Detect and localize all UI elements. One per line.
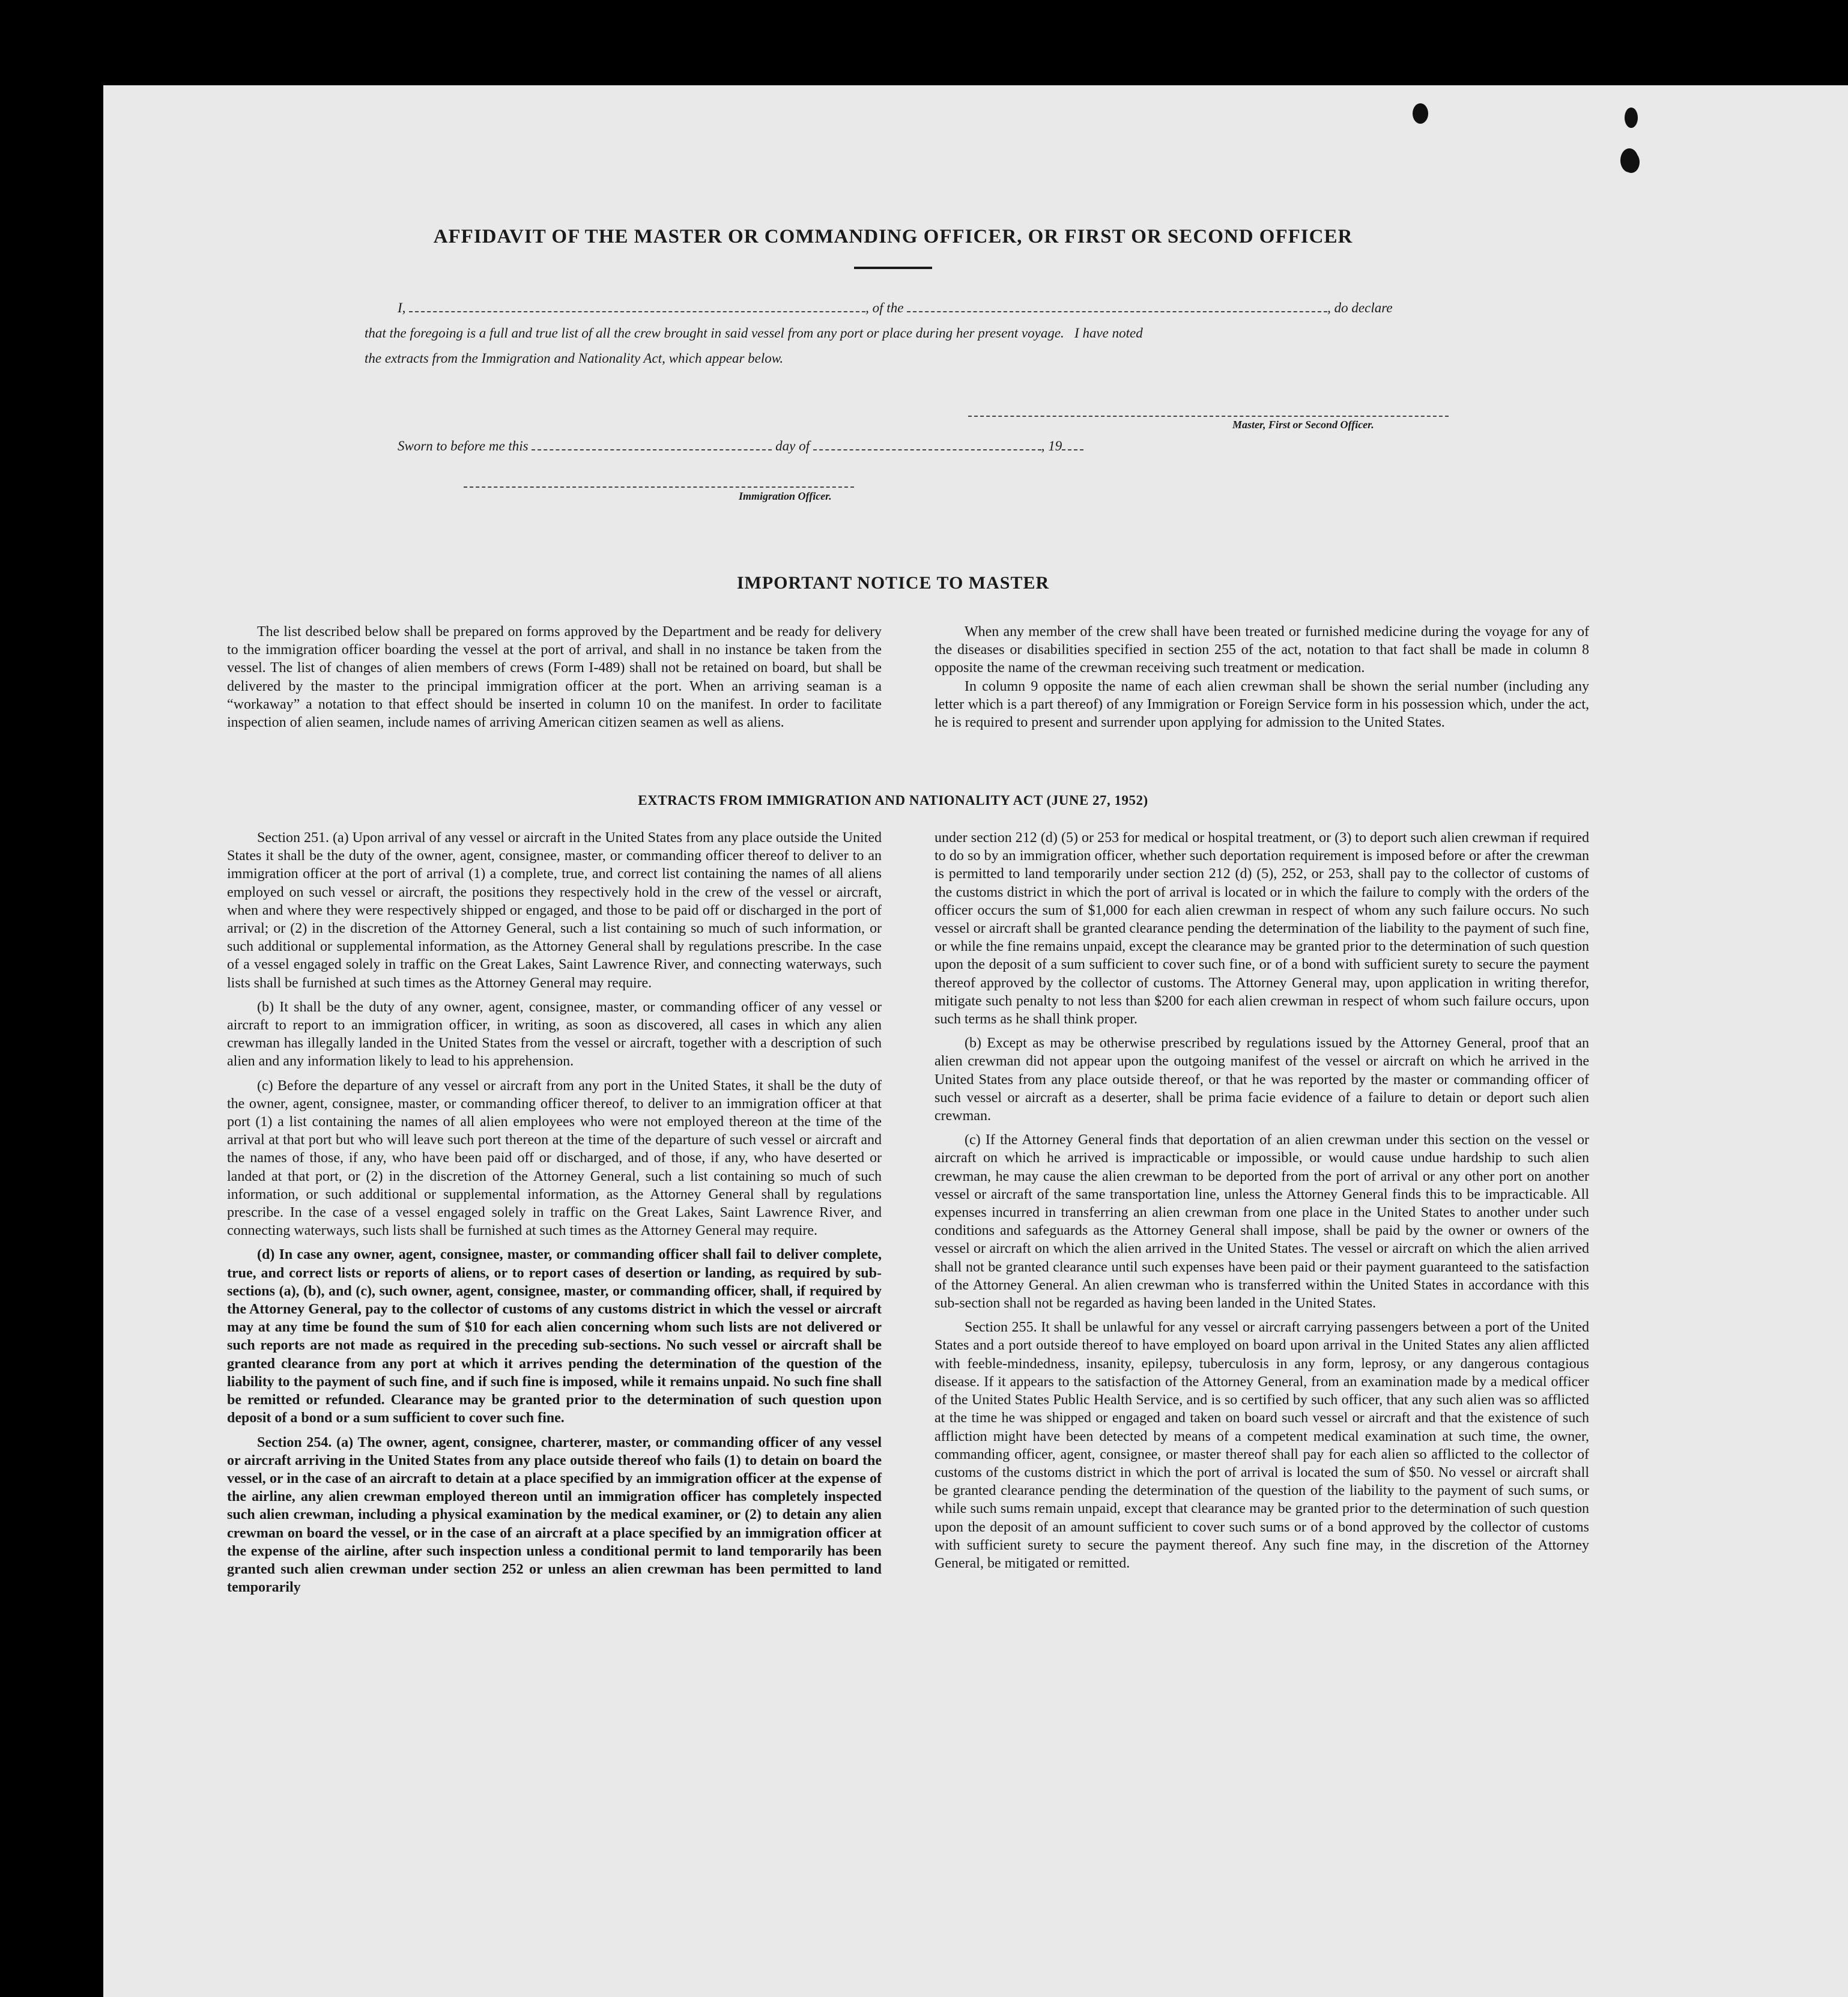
master-signature-caption: Master, First or Second Officer. (1232, 419, 1374, 431)
ink-spot (1620, 148, 1638, 172)
form-page (103, 85, 1848, 1997)
section-255: Section 255. It shall be unlawful for any vessel or aircraft carrying passengers between a port of the United States and a port outside thereof to have employed on board upon arrival in the United States any alien afflicted with feeble-mindedness, insanity, epilepsy, tuberculosis in any form, leprosy, or any dangerous contagious disease. If it appears to the satisfaction of the Attorney General, from an examination made by a medical officer of the United States Public Health Service, and is so certified by such officer, that any such alien was so afflicted at the time he was shipped or engaged and taken on board such vessel or aircraft and that the existence of such affliction might have been detected by means of a competent medical examination at such time, the owner, commanding officer, agent, consignee, or master thereof shall pay for each alien so afflicted to the collector of customs of the customs district in which the port of arrival is located the sum of $50. No vessel or aircraft shall be granted clearance pending the determination of the question of the liability to the payment of such sums, or while such sums remain unpaid, except that clearance may be granted prior to the determination of such question upon the deposit of an amount sufficient to cover such sums or of a bond approved by the collector of customs with sufficient surety to secure the payment thereof. Any such fine may, in the discretion of the Attorney General, be mitigated or remitted. (935, 1320, 1589, 1571)
decl-of-the: , of the (865, 300, 904, 315)
sworn-line (398, 438, 1083, 454)
month-field[interactable] (813, 448, 1041, 450)
section-254b: (b) Except as may be otherwise prescribed by regulations issued by the Attorney General, proof that an alien crewman did not appear upon the outgoing manifest of the vessel or aircraft on which he arrived in the United States from any place outside thereof, or that he was reported by the master or commanding officer of such vessel or aircraft as a deserter, shall be prima facie evidence of a failure to detain or deport such alien crewman. (935, 1035, 1589, 1124)
name-field[interactable] (409, 310, 865, 312)
notice-right-column (935, 623, 1589, 738)
declaration-line-3: the extracts from the Immigration and Nationality Act, which appear below. (365, 351, 784, 366)
extracts-heading: EXTRACTS FROM IMMIGRATION AND NATIONALITY ACT (JUNE 27, 1952) (638, 793, 1148, 808)
extracts-right-column (935, 829, 1589, 1578)
section-254a-cont: under section 212 (d) (5) or 253 for medical or hospital treatment, or (3) to deport such alien crewman if required to do so by an immigration officer, whether such deportation requirement is imposed before or after the crewman is permitted to land temporarily under section 212 (d) (5), 252, or 253, shall pay to the collector of customs of the customs district in which the port of arrival is located or in which the failure to comply with the orders of the officer occurs the sum of $1,000 for each alien crewman in respect of whom any such failure occurs. No such vessel or aircraft shall be granted clearance pending the determination of the liability to the payment of such fine, or while the fine remains unpaid, except the clearance may be granted prior to the determination of such question upon the deposit of a sum sufficient to cover such fine, or of a bond with sufficient surety to secure the payment thereof approved by the collector of customs. The Attorney General may, upon application in writing therefor, mitigate such penalty to not less than $200 for each alien crewman in respect of whom such failure occurs, upon such terms as he shall think proper. (935, 830, 1589, 1028)
sworn-date-field[interactable] (532, 448, 772, 450)
decl-do-declare: , do declare (1327, 300, 1393, 315)
section-254c: (c) If the Attorney General finds that deportation of an alien crewman under this section on the vessel or aircraft on which he arrived is impracticable or impossible, or would cause undue hardship to such alien crewman, he may cause the alien crewman to be deported from the port of arrival or any other port on another vessel or aircraft of the same transportation line, unless the Attorney General finds this to be impracticable. All expenses incurred in transferring an alien crewman from one place in the United States to another under such conditions and safeguards as the Attorney General shall impose, shall be paid by the owner or owners of the vessel or aircraft on which the alien arrived in the United States. The vessel or aircraft on which the alien arrived shall not be granted clearance until such expenses have been paid or their payment guaranteed to the satisfaction of the Attorney General. An alien crewman who is transferred within the United States in accordance with this sub-section shall not be regarded as having been landed in the United States. (935, 1132, 1589, 1312)
notice-left-column (227, 623, 882, 738)
section-251d: (d) In case any owner, agent, consignee, master, or commanding officer shall fail to deliver complete, true, and correct lists or reports of aliens, or to report cases of desertion or landing, as required by sub-sections (a), (b), and (c), such owner, agent, consignee, master, or commanding officer, shall, if required by the Attorney General, pay to the collector of customs of any customs district in which the vessel or aircraft may at any time be found the sum of $10 for each alien concerning whom such lists are not delivered or such reports are not made as required in the preceding sub-sections. No such vessel or aircraft shall be granted clearance from any port at which it arrives pending the determination of the question of the liability to the payment of such fine, and if such fine is imposed, while it remains unpaid. No such fine shall be remitted or refunded. Clearance may be granted prior to the determination of such question upon deposit of a bond or a sum sufficient to cover such fine. (227, 1247, 882, 1426)
declaration-line-1 (398, 300, 1393, 316)
notice-paragraph: In column 9 opposite the name of each alien crewman shall be shown the serial number (including any letter which is a part thereof) of any Immigration or Foreign Service form in his possession which, under the act, he is required to present and surrender upon applying for admission to the United States. (935, 678, 1589, 731)
section-254a: Section 254. (a) The owner, agent, consignee, charterer, master, or commanding officer of any vessel or aircraft arriving in the United States from any place outside thereof who fails (1) to detain on board the vessel, or in the case of an aircraft to detain at a place specified by an immigration officer at the expense of the airline, any alien crewman employed thereon until an immigration officer has completely inspected such alien crewman, including a physical examination by the medical examiner, or (2) to detain any alien crewman on board the vessel, or in the case of an aircraft at a place specified by an immigration officer at the expense of the airline, after such inspection unless a conditional permit to land temporarily has been granted such alien crewman under section 252 or unless an alien crewman has been permitted to land temporarily (227, 1434, 882, 1596)
title-rule (854, 267, 932, 269)
notice-paragraph: When any member of the crew shall have been treated or furnished medicine during the voyage for any of the diseases or disabilities specified in section 255 of the act, notation to that fact shall be made in column 8 opposite the name of the crewman receiving such treatment or medication. (935, 624, 1589, 676)
declaration-line-2: that the foregoing is a full and true list of all the crew brought in said vessel from any port or place during her present voyage. I have noted (365, 326, 1143, 341)
notice-paragraph: The list described below shall be prepared on forms approved by the Department and be ready for delivery to the immigration officer boarding the vessel at the port of arrival, and shall in no instance be taken from the vessel. The list of changes of alien members of crews (Form I-489) shall not be retained on board, but shall be delivered by the master to the principal immigration officer at the port. When an arriving seaman is a “workaway” a notation to that effect should be inserted in column 10 on the manifest. In order to facilitate inspection of alien seamen, include names of arriving American citizen seamen as well as aliens. (227, 624, 882, 731)
immigration-officer-line[interactable] (464, 486, 854, 488)
year-label: , 19 (1041, 438, 1062, 453)
section-251c: (c) Before the departure of any vessel or aircraft from any port in the United States, it shall be the duty of the owner, agent, consignee, master, or commanding officer thereof, to deliver to an immigration officer at that port (1) a list containing the names of all alien employees who were not employed thereon at the time of the arrival at that port but who will leave such port thereon at the time of the departure of such vessel or aircraft and the names of those, if any, who have been paid off or discharged, and of those, if any, who have deserted or landed at that port, or (2) in the discretion of the Attorney General, such a list containing so much of such information, or such additional or supplemental information, as the Attorney General shall by regulations prescribe. In the case of a vessel engaged solely in traffic on the Great Lakes, Saint Lawrence River, and connecting waterways, such lists shall be furnished at such times as the Attorney General may require. (227, 1077, 882, 1239)
extracts-left-column (227, 829, 882, 1602)
section-251b: (b) It shall be the duty of any owner, agent, consignee, master, or commanding officer of any vessel or aircraft to report to an immigration officer, in writing, as soon as discovered, all cases in which any alien crewman has illegally landed in the United States from the vessel or aircraft, together with a description of such alien and any information likely to lead to his apprehension. (227, 999, 882, 1070)
notice-heading: IMPORTANT NOTICE TO MASTER (736, 573, 1050, 593)
day-of-label: day of (775, 438, 810, 453)
immigration-officer-caption: Immigration Officer. (739, 490, 832, 502)
ink-spot (1413, 103, 1428, 124)
vessel-field[interactable] (907, 310, 1327, 312)
section-251a: Section 251. (a) Upon arrival of any vessel or aircraft in the United States from any place outside the United States it shall be the duty of the owner, agent, consignee, master, or commanding officer thereof to deliver to an immigration officer at the port of arrival (1) a complete, true, and correct list containing the names of all aliens employed on such vessel or aircraft, the positions they respectively hold in the crew of the vessel or aircraft, when and where they were respectively shipped or engaged, and those to be paid off or discharged in the port of arrival; or (2) in the discretion of the Attorney General, such a list containing so much of such information, or such additional or supplemental information, as the Attorney General shall by regulations prescribe. In the case of a vessel engaged solely in traffic on the Great Lakes, Saint Lawrence River, and connecting waterways, such lists shall be furnished at such times as the Attorney General may require. (227, 830, 882, 991)
decl-i: I, (398, 300, 406, 315)
ink-spot (1625, 108, 1638, 128)
sworn-label: Sworn to before me this (398, 438, 529, 453)
year-field[interactable] (1062, 448, 1083, 450)
form-title: AFFIDAVIT OF THE MASTER OR COMMANDING OFFICER, OR FIRST OR SECOND OFFICER (433, 226, 1353, 247)
master-signature-line[interactable] (968, 416, 1449, 417)
